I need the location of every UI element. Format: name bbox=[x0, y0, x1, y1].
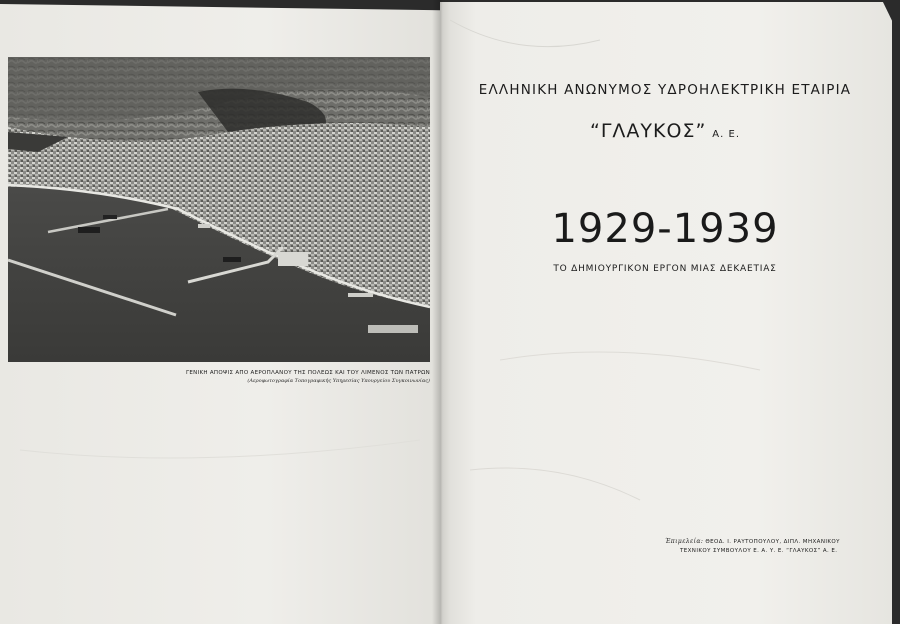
editor-line-1 bbox=[665, 537, 875, 547]
brand-line bbox=[470, 120, 860, 142]
years-title: 1929-1939 bbox=[551, 206, 779, 252]
editor-name: ΘΕΟΔ. Ι. ΡΑΥΤΟΠΟΥΛΟΥ, ΔΙΠΛ. ΜΗΧΑΝΙΚΟΥ bbox=[705, 539, 840, 545]
photo-credit: (Αεροφωτογραφία Τοπογραφικής Υπηρεσίας Υπουργείου Συγκοινωνίας) bbox=[247, 378, 430, 384]
editor-line-2: ΤΕΧΝΙΚΟΥ ΣΥΜΒΟΥΛΟΥ Ε. Α. Υ. Ε. “ΓΛΑΥΚΟΣ” Α. Ε. bbox=[680, 548, 838, 554]
book-gutter bbox=[432, 0, 450, 624]
aerial-photo-patras bbox=[8, 57, 430, 362]
subtitle: ΤΟ ΔΗΜΙΟΥΡΓΙΚΟΝ ΕΡΓΟΝ ΜΙΑΣ ΔΕΚΑΕΤΙΑΣ bbox=[553, 264, 777, 274]
company-name: ΕΛΛΗΝΙΚΗ ΑΝΩΝΥΜΟΣ ΥΔΡΟΗΛΕΚΤΡΙΚΗ ΕΤΑΙΡΙΑ bbox=[478, 82, 852, 98]
brand-suffix: Α. Ε. bbox=[712, 129, 740, 140]
brand-name: “ΓΛΑΥΚΟΣ” bbox=[590, 120, 707, 142]
editor-credit bbox=[665, 537, 875, 556]
photo-caption: ΓΕΝΙΚΗ ΑΠΟΨΙΣ ΑΠΟ ΑΕΡΟΠΛΑΝΟΥ ΤΗΣ ΠΟΛΕΩΣ ΚΑΙ ΤΟΥ ΛΙΜΕΝΟΣ ΤΩΝ ΠΑΤΡΩΝ bbox=[185, 370, 430, 376]
editor-prefix: Έπιμελεία: bbox=[665, 538, 704, 545]
